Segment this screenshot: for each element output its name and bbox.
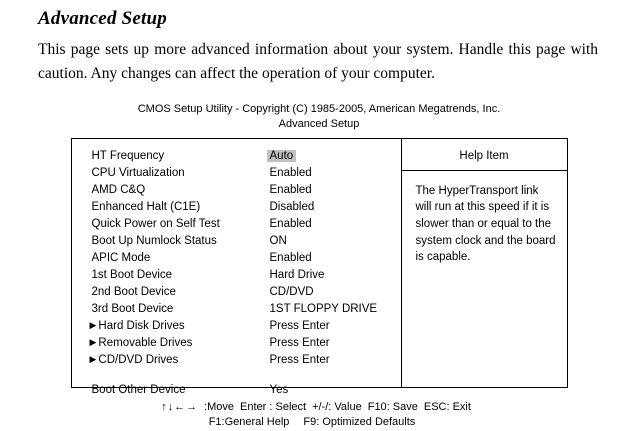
option-row[interactable] [72,337,401,354]
option-label: Quick Power on Self Test [91,217,220,230]
bios-screen-name: Advanced Setup [278,117,360,130]
options-list [72,139,402,396]
option-label: 2nd Boot Device [91,285,176,298]
option-label: HT Frequency [91,149,165,162]
footer-value-label: +/-/: Value [312,400,362,413]
bios-copyright-line: CMOS Setup Utility - Copyright (C) 1985-2005, American Megatrends, Inc. [137,103,501,116]
option-value[interactable]: Press Enter [269,353,330,366]
help-pane-title: Help Item [402,139,567,171]
option-row[interactable] [72,286,401,303]
option-row[interactable] [72,218,401,235]
footer-move-label: :Move [204,400,235,413]
footer-line-2 [0,415,638,430]
option-value[interactable]: ON [269,234,287,247]
option-row[interactable] [72,150,401,167]
option-label: ▶ Hard Disk Drives [89,319,185,332]
option-value[interactable]: Disabled [269,200,315,213]
option-label: Enhanced Halt (C1E) [91,200,201,213]
option-row[interactable] [72,201,401,218]
option-row[interactable] [72,252,401,269]
option-row[interactable] [72,184,401,201]
option-label: ▶ CD/DVD Drives [89,353,179,366]
option-label: Boot Up Numlock Status [91,234,217,247]
option-value[interactable]: Enabled [269,251,312,264]
footer-general-help-label: F1:General Help [208,416,290,429]
option-value[interactable]: Press Enter [269,319,330,332]
help-pane-text: The HyperTransport link will run at this speed if it is slower than or equal to the system clock and the board is capable. [415,184,556,264]
footer-enter-label: Enter : Select [240,400,307,413]
option-row[interactable] [72,303,401,320]
page-root [0,8,638,429]
help-pane [402,139,567,387]
footer-exit-label: ESC: Exit [423,400,471,413]
option-value[interactable]: Hard Drive [269,268,325,281]
submenu-arrow-icon: ▶ [89,353,97,364]
option-value[interactable]: Enabled [269,166,312,179]
bios-header [0,102,638,132]
submenu-arrow-icon: ▶ [89,336,97,347]
option-value[interactable]: Yes [269,383,289,396]
option-row[interactable] [72,384,401,401]
footer-optimized-defaults-label: F9: Optimized Defaults [303,416,416,429]
list-spacer [72,371,401,384]
page-title: Advanced Setup [38,8,167,29]
option-label: 3rd Boot Device [91,302,174,315]
footer-line-1 [0,400,638,415]
arrow-keys-icon: ↑↓←→ [161,400,199,413]
option-label: ▶ Removable Drives [89,336,193,349]
submenu-arrow-icon: ▶ [89,319,97,330]
option-label: APIC Mode [91,251,151,264]
option-value[interactable]: CD/DVD [269,285,314,298]
option-label: AMD C&Q [91,183,146,196]
bios-footer [0,400,638,431]
option-row[interactable] [72,167,401,184]
option-row[interactable] [72,269,401,286]
option-label: 1st Boot Device [91,268,173,281]
option-value[interactable]: Enabled [269,217,312,230]
option-value[interactable]: Enabled [269,183,312,196]
option-row[interactable] [72,354,401,371]
footer-save-label: F10: Save [367,400,418,413]
option-row[interactable] [72,320,401,337]
option-value[interactable]: Auto [267,150,297,162]
option-label: CPU Virtualization [91,166,185,179]
option-row[interactable] [72,235,401,252]
option-label: Boot Other Device [91,383,186,396]
intro-paragraph: This page sets up more advanced information about your system. Handle this page with caution. Any changes can affect the operation of your computer. [38,41,598,83]
option-value[interactable]: Press Enter [269,336,330,349]
option-value[interactable]: 1ST FLOPPY DRIVE [269,302,378,315]
bios-setup-panel [71,138,568,396]
